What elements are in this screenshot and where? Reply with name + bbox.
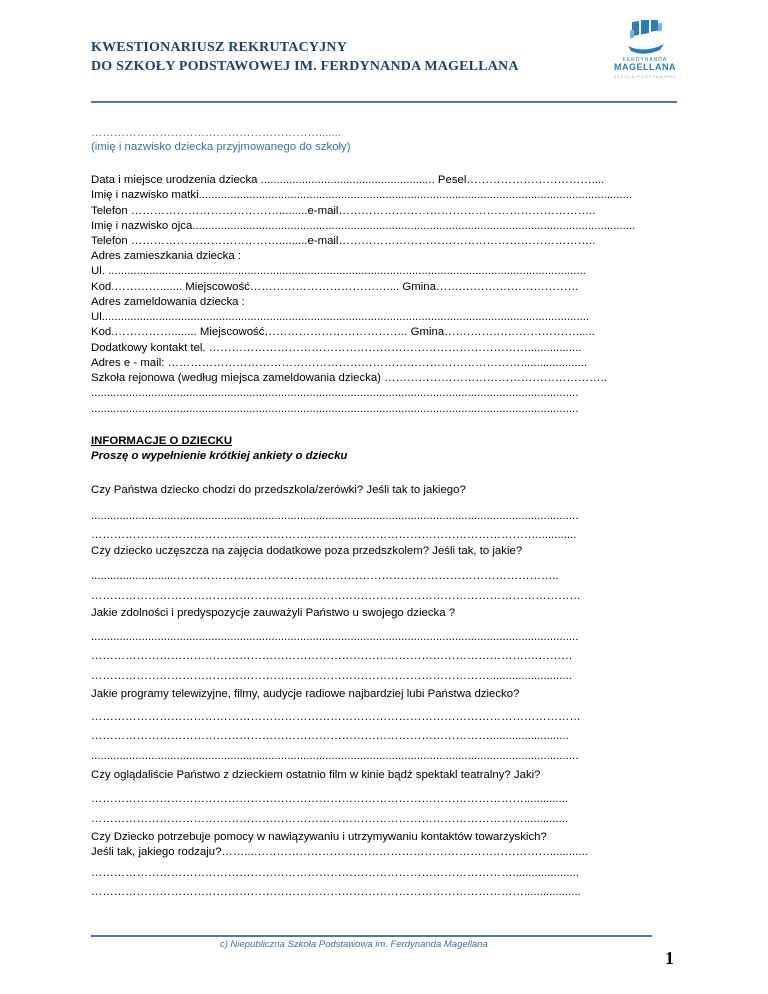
footer-text: c) Niepubliczna Szkoła Podstawowa im. Ferdynanda Magellana bbox=[220, 939, 488, 950]
child-name-field[interactable]: ……………………………………………………....... bbox=[91, 127, 341, 139]
child-name-caption: (imię i nazwisko dziecka przyjmowanego do szkoły) bbox=[91, 141, 351, 153]
form-line-extra-phone[interactable]: Dodatkowy kontakt tel. …………………………………………………………………………................. bbox=[91, 342, 582, 354]
form-line-email[interactable]: Adres e - mail: …………………………………………………………………………………..................... bbox=[91, 357, 588, 369]
question-2: Czy dziecko uczęszcza na zajęcia dodatkowe poza przedszkolem? Jeśli tak, to jakie? bbox=[91, 545, 523, 557]
form-line-father-phone-email[interactable]: Telefon ………………………………….........e-mail………………………………………………………….. bbox=[91, 235, 596, 247]
logo-main-text: MAGELLANA bbox=[614, 62, 676, 72]
answer-line[interactable]: …………………………………………………………………………………………………….................. bbox=[91, 886, 581, 898]
form-line-district-school-cont-2[interactable]: .......................................................................................................................................................... bbox=[91, 403, 579, 415]
form-line-district-school[interactable]: Szkoła rejonowa (według miejsca zameldowania dziecka) ………………………………………………….. bbox=[91, 372, 607, 384]
answer-line[interactable]: …………………………………………………………………………………………………..................... bbox=[91, 867, 579, 879]
school-logo bbox=[610, 20, 680, 80]
section-subtitle: Proszę o wypełnienie krótkiej ankiety o dziecku bbox=[91, 450, 348, 462]
form-line-registered-street[interactable]: Ul.......................................................................................................................................................... bbox=[91, 311, 590, 323]
question-3: Jakie zdolności i predyspozycje zauważyli Państwo u swojego dziecka ? bbox=[91, 607, 456, 619]
section-title: INFORMACJE O DZIECKU bbox=[91, 435, 233, 447]
form-line-registered-city[interactable]: Kod.……………........ Miejscowość……………………………….. Gmina…….……….………………...... bbox=[91, 326, 595, 338]
answer-line[interactable]: ………………………………………………………………………………………………………………… bbox=[91, 711, 581, 723]
question-4: Jakie programy telewizyjne, filmy, audycje radiowe najbardziej lubi Państwa dziecko? bbox=[91, 688, 520, 700]
question-5: Czy oglądaliście Państwo z dzieckiem ostatnio film w kinie bądź spektakl teatralny? Jaki? bbox=[91, 769, 541, 781]
form-line-father-name[interactable]: Imię i nazwisko ojca............................................................................................................................................ bbox=[91, 220, 636, 232]
registered-address-label: Adres zameldowania dziecka : bbox=[91, 296, 245, 308]
answer-line[interactable]: …………………………………………………………………………………………….......................... bbox=[91, 670, 572, 682]
page-number: 1 bbox=[665, 948, 674, 968]
footer-divider bbox=[91, 935, 652, 937]
answer-line[interactable]: .......................................................................................................................................................... bbox=[91, 631, 579, 643]
logo-small-text: FERDYNANDA bbox=[622, 57, 668, 63]
form-line-mother-name[interactable]: Imię i nazwisko matki......................................................................................................................................... bbox=[91, 189, 633, 201]
answer-line[interactable]: .......................................................................................................................................................... bbox=[91, 750, 579, 762]
logo-tagline: SZKOŁA PODSTAWOWA bbox=[613, 74, 677, 79]
form-line-district-school-cont-1[interactable]: .......................................................................................................................................................... bbox=[91, 387, 579, 399]
answer-line[interactable]: ………………………………………………………………………………………………………………… bbox=[91, 590, 581, 602]
ship-logo-icon bbox=[610, 20, 680, 58]
answer-line[interactable]: ………………………………………………………………………………………………………............. bbox=[91, 529, 577, 541]
answer-line[interactable]: ……………………………………………………………………………………………......................... bbox=[91, 730, 569, 742]
document-title bbox=[91, 38, 519, 76]
answer-line[interactable]: …………………………………………………………………………………………………….............. bbox=[91, 813, 569, 825]
title-line-1: KWESTIONARIUSZ REKRUTACYJNY bbox=[91, 40, 348, 55]
title-line-2: DO SZKOŁY PODSTAWOWEJ IM. FERDYNANDA MAGELLANA bbox=[91, 59, 519, 74]
answer-line[interactable]: ...........................……………………………………………………………………………………….. bbox=[91, 570, 559, 582]
question-1: Czy Państwa dziecko chodzi do przedszkola/zerówki? Jeśli tak to jakiego? bbox=[91, 484, 466, 496]
form-line-residence-city[interactable]: Kod.…………....... Miejscowość……………………………….... Gmina…….……….………………… bbox=[91, 281, 579, 293]
form-line-residence-street[interactable]: Ul. ....................................................................................................................................................... bbox=[91, 265, 586, 277]
question-6-cont[interactable]: Jeśli tak, jakiego rodzaju?……...……………………………………………………………………............ bbox=[91, 846, 588, 858]
answer-line[interactable]: …………………………………………………………………………………………………….............. bbox=[91, 793, 569, 805]
form-line-birth-pesel[interactable]: Data i miejsce urodzenia dziecka ....................................................... Pesel…………………………….... bbox=[91, 174, 605, 186]
form-line-mother-phone-email[interactable]: Telefon ………………………………….........e-mail………………………………………………………….. bbox=[91, 205, 596, 217]
answer-line[interactable]: …………………………………………………………………………………………………….………… bbox=[91, 650, 573, 662]
residence-address-label: Adres zamieszkania dziecka : bbox=[91, 250, 242, 262]
answer-line[interactable]: .......................................................................................................................................................... bbox=[91, 510, 579, 522]
header-divider bbox=[91, 101, 677, 103]
question-6: Czy Dziecko potrzebuje pomocy w nawiązywaniu i utrzymywaniu kontaktów towarzyskich? bbox=[91, 831, 547, 843]
